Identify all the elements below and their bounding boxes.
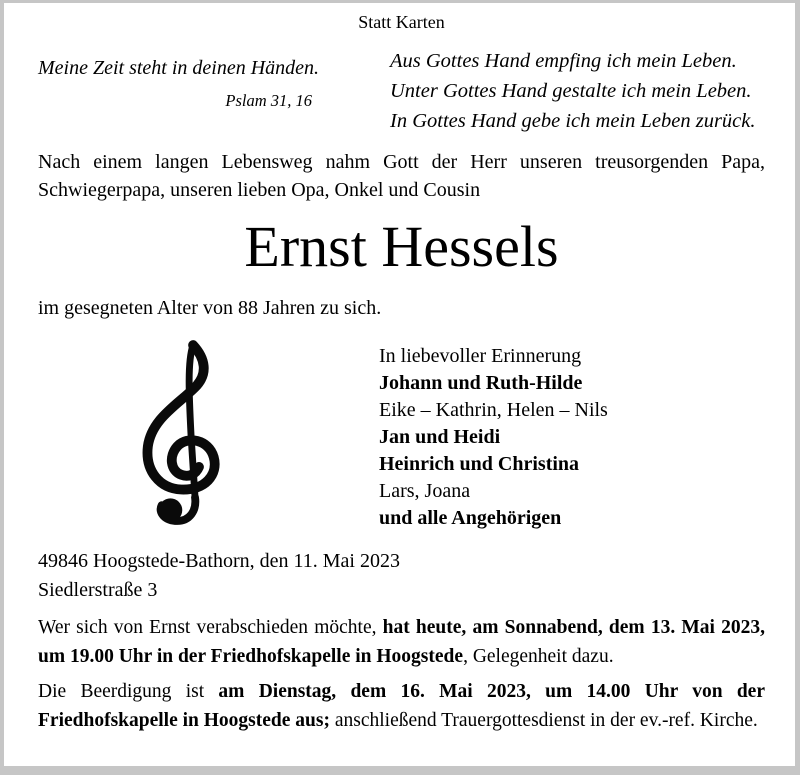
- farewell-text-bold: hat heute, am Sonnabend, dem 13. Mai 2023, um 19.00 Uhr in der Friedhofskapelle in Hoogstede: [38, 617, 765, 667]
- farewell-text-normal-1: Wer sich von Ernst verabschieden möchte,: [38, 617, 383, 638]
- burial-text-normal-1: Die Beerdigung ist: [38, 681, 219, 702]
- memorial-line: In liebevoller Erinnerung: [379, 345, 582, 367]
- quotes-row: [38, 46, 765, 136]
- psalm-reference: Pslam 31, 16: [225, 91, 312, 110]
- memorial-names-block: [379, 336, 608, 532]
- left-quote-block: [38, 46, 374, 136]
- right-quote-block: [374, 46, 765, 136]
- farewell-text-normal-2: , Gelegenheit dazu.: [463, 646, 614, 667]
- left-quote-text: Meine Zeit steht in deinen Händen.: [38, 57, 320, 79]
- street-line: Siedlerstraße 3: [38, 578, 158, 601]
- intro-paragraph: Nach einem langen Lebensweg nahm Gott der Herr unseren treusorgenden Papa, Schwiegerpapa, unseren lieben Opa, Onkel und Cousin: [38, 151, 765, 201]
- treble-clef-icon: [140, 336, 253, 537]
- burial-text-bold: am Dienstag, dem 16. Mai 2023, um 14.00 Uhr von der Friedhofskapelle in Hoogstede aus;: [38, 681, 765, 731]
- memorial-line: Johann und Ruth-Hilde: [379, 372, 583, 394]
- right-quote-line-2: Unter Gottes Hand gestalte ich mein Leben.: [390, 80, 752, 102]
- burial-text-normal-2: anschließend Trauergottesdienst in der ev.-ref. Kirche.: [329, 710, 758, 731]
- memorial-row: [38, 336, 765, 537]
- memorial-line: Jan und Heidi: [379, 426, 501, 448]
- memorial-line: Heinrich und Christina: [379, 453, 580, 475]
- burial-paragraph: [38, 677, 765, 735]
- deceased-name: Ernst Hessels: [244, 214, 559, 279]
- statt-karten-line: Statt Karten: [358, 12, 445, 32]
- obituary-card: [4, 3, 795, 766]
- right-quote-line-1: Aus Gottes Hand empfing ich mein Leben.: [390, 50, 737, 72]
- address-block: [38, 547, 765, 604]
- city-date-line: 49846 Hoogstede-Bathorn, den 11. Mai 2023: [38, 550, 400, 572]
- right-quote-line-3: In Gottes Hand gebe ich mein Leben zurück.: [390, 110, 756, 132]
- memorial-line: Lars, Joana: [379, 480, 471, 502]
- age-line: im gesegneten Alter von 88 Jahren zu sich.: [38, 297, 382, 319]
- memorial-line: und alle Angehörigen: [379, 507, 562, 529]
- farewell-paragraph: [38, 613, 765, 671]
- memorial-line: Eike – Kathrin, Helen – Nils: [379, 399, 608, 421]
